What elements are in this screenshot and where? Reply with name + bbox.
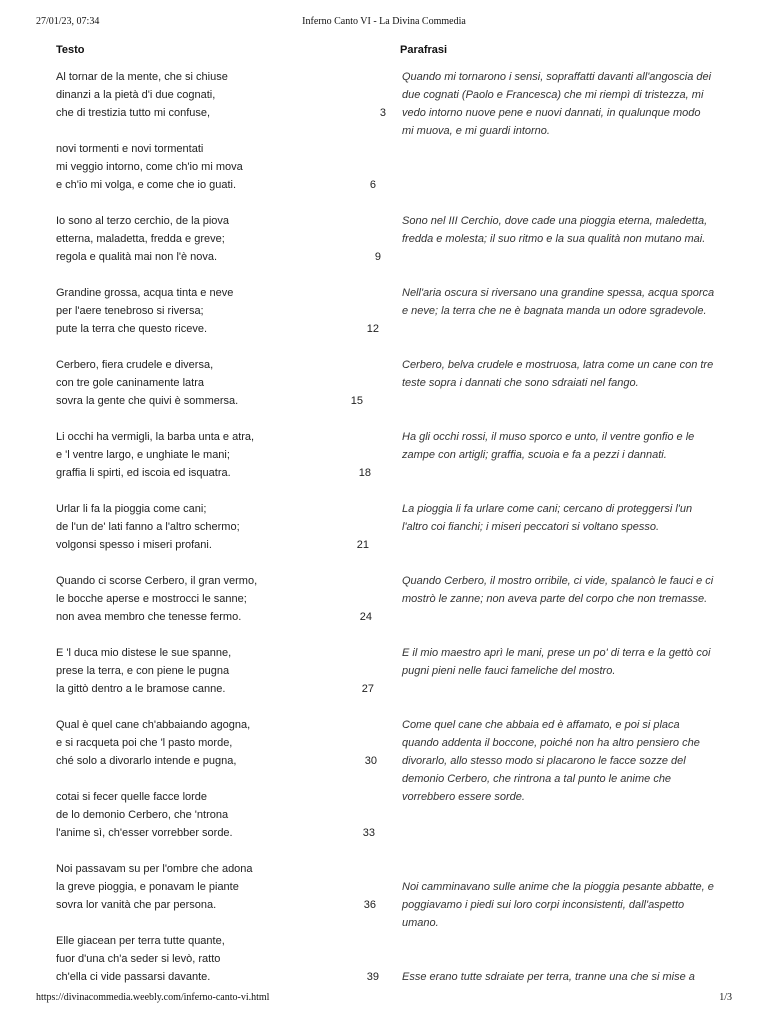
paraphrase-line: Esse erano tutte sdraiate per terra, tranne una che si mise a [402,971,695,983]
paraphrase-line: due cognati (Paolo e Francesca) che mi riempì di tristezza, mi [402,89,704,101]
paraphrase-line: quando addenta il boccone, poiché non ha altro pensiero che [402,737,700,749]
tercet [56,716,377,770]
print-header [0,16,768,30]
verse-line: non avea membro che tenesse fermo. [56,611,242,623]
verse-line: le bocche aperse e mostrocci le sanne; [56,593,247,605]
verse-number: 27 [361,683,374,695]
paraphrase-line: La pioggia li fa urlare come cani; cercano di proteggersi l'un [402,503,693,515]
verse-line: Qual è quel cane ch'abbaiando agogna, [56,719,251,731]
paraphrase-block [402,356,726,392]
tercet [56,68,386,122]
paraphrase-line: E il mio maestro aprì le mani, prese un po' di terra e la gettò coi [402,647,711,659]
verse-line: sovra lor vanità che par persona. [56,899,217,911]
verse-number: 33 [362,827,375,839]
verse-line: sovra la gente che quivi è sommersa. [56,395,239,407]
tercet [56,860,376,914]
print-datetime: 27/01/23, 07:34 [36,16,100,27]
tercet [56,140,376,194]
paraphrase-line: Quando Cerbero, il mostro orribile, ci vide, spalancò le fauci e ci [402,575,714,587]
page-number: 1/3 [719,992,732,1003]
paraphrase-block [402,500,726,536]
verse-number: 21 [356,539,369,551]
column-heading-parafrasi: Parafrasi [400,44,448,56]
print-page-title: Inferno Canto VI - La Divina Commedia [302,16,466,27]
paraphrase-line: pugni pieni nelle fauci fameliche del mostro. [402,665,616,677]
paraphrase-block [402,878,726,932]
verse-line: Quando ci scorse Cerbero, il gran vermo, [56,575,258,587]
paraphrase-line: Come quel cane che abbaia ed è affamato, e poi si placa [402,719,680,731]
verse-line: E 'l duca mio distese le sue spanne, [56,647,232,659]
verse-number: 3 [379,107,386,119]
tercet [56,500,369,554]
verse-line: con tre gole caninamente latra [56,377,204,389]
verse-line: fuor d'una ch'a seder si levò, ratto [56,953,221,965]
verse-number: 18 [358,467,371,479]
verse-line: la greve pioggia, e ponavam le piante [56,881,239,893]
tercet [56,572,372,626]
tercet [56,284,379,338]
paraphrase-block [402,68,726,140]
verse-line: per l'aere tenebroso si riversa; [56,305,204,317]
verse-line: etterna, maladetta, fredda e greve; [56,233,225,245]
paraphrase-line: Cerbero, belva crudele e mostruosa, latra come un cane con tre [402,359,714,371]
tercet [56,932,379,986]
verse-number: 30 [364,755,377,767]
verse-line: prese la terra, e con piene le pugna [56,665,230,677]
paraphrase-block [402,644,726,680]
paraphrase-block [402,968,726,986]
paraphrase-line: umano. [402,917,439,929]
tercet [56,212,381,266]
paraphrase-line: Ha gli occhi rossi, il muso sporco e unto, il ventre gonfio e le [402,431,695,443]
verse-line: dinanzi a la pietà d'i due cognati, [56,89,216,101]
verse-line: pute la terra che questo riceve. [56,323,208,335]
verse-line: Li occhi ha vermigli, la barba unta e atra, [56,431,255,443]
paraphrase-line: vedo intorno nuove pene e nuovi dannati, in qualunque modo [402,107,701,119]
verse-line: Al tornar de la mente, che si chiuse [56,71,228,83]
paraphrase-block [402,212,726,248]
verse-number: 12 [366,323,379,335]
paraphrase-block [402,572,726,608]
verse-line: de lo demonio Cerbero, che 'ntrona [56,809,229,821]
tercet [56,644,374,698]
verse-line: ch'ella ci vide passarsi davante. [56,971,211,983]
verse-number: 24 [359,611,372,623]
paraphrase-line: divorarlo, allo stesso modo si placarono le facce sozze del [402,755,686,767]
paraphrase-line: e neve; la terra che ne è bagnata manda un odore sgradevole. [402,305,707,317]
verse-number: 15 [350,395,363,407]
verse-line: Elle giacean per terra tutte quante, [56,935,225,947]
paraphrase-line: fredda e molesta; il suo ritmo e la sua qualità non mutano mai. [402,233,706,245]
verse-line: graffia li spirti, ed iscoia ed isquatra. [56,467,231,479]
source-url: https://divinacommedia.weebly.com/inferno-canto-vi.html [36,992,270,1003]
paraphrase-line: mostrò le zanne; non aveva parte del corpo che non tremasse. [402,593,708,605]
verse-line: Cerbero, fiera crudele e diversa, [56,359,214,371]
print-footer [0,992,768,1006]
paraphrase-block [402,284,726,320]
verse-line: Io sono al terzo cerchio, de la piova [56,215,230,227]
verse-line: volgonsi spesso i miseri profani. [56,539,212,551]
verse-number: 6 [369,179,376,191]
paraphrase-block [402,716,726,806]
paraphrase-line: l'altro coi fianchi; i miseri peccatori si voltano spesso. [402,521,660,533]
verse-line: regola e qualità mai non l'è nova. [56,251,218,263]
paraphrase-line: vorrebbero essere sorde. [402,791,525,803]
verse-line: de l'un de' lati fanno a l'altro schermo; [56,521,240,533]
verse-line: Noi passavam su per l'ombre che adona [56,863,253,875]
verse-number: 36 [363,899,376,911]
paraphrase-line: Noi camminavano sulle anime che la pioggia pesante abbatte, e [402,881,714,893]
tercet [56,788,375,842]
verse-line: novi tormenti e novi tormentati [56,143,204,155]
paraphrase-line: poggiavamo i piedi sui loro corpi inconsistenti, dall'aspetto [402,899,685,911]
paraphrase-line: zampe con artigli; graffia, scuoia e fa a pezzi i dannati. [402,449,667,461]
paraphrase-line: Quando mi tornarono i sensi, sopraffatti davanti all'angoscia dei [402,71,712,83]
verse-line: la gittò dentro a le bramose canne. [56,683,226,695]
verse-line: cotai si fecer quelle facce lorde [56,791,208,803]
paraphrase-block [402,428,726,464]
verse-line: Grandine grossa, acqua tinta e neve [56,287,234,299]
verse-line: l'anime sì, ch'esser vorrebber sorde. [56,827,233,839]
verse-line: Urlar li fa la pioggia come cani; [56,503,207,515]
paraphrase-line: teste sopra i dannati che sono sdraiati nel fango. [402,377,639,389]
verse-line: e 'l ventre largo, e unghiate le mani; [56,449,230,461]
paraphrase-line: mi muova, e mi guardi intorno. [402,125,550,137]
paraphrase-line: Sono nel III Cerchio, dove cade una pioggia eterna, maledetta, [402,215,708,227]
verse-line: ché solo a divorarlo intende e pugna, [56,755,237,767]
paraphrase-line: demonio Cerbero, che rintrona a tal punto le anime che [402,773,672,785]
verse-line: che di trestizia tutto mi confuse, [56,107,211,119]
verse-number: 39 [366,971,379,983]
tercet [56,356,363,410]
verse-number: 9 [374,251,381,263]
paraphrase-line: Nell'aria oscura si riversano una grandine spessa, acqua sporca [402,287,715,299]
verse-line: e si racqueta poi che 'l pasto morde, [56,737,233,749]
verse-line: e ch'io mi volga, e come che io guati. [56,179,237,191]
tercet [56,428,371,482]
verse-line: mi veggio intorno, come ch'io mi mova [56,161,243,173]
column-heading-testo: Testo [56,44,85,56]
